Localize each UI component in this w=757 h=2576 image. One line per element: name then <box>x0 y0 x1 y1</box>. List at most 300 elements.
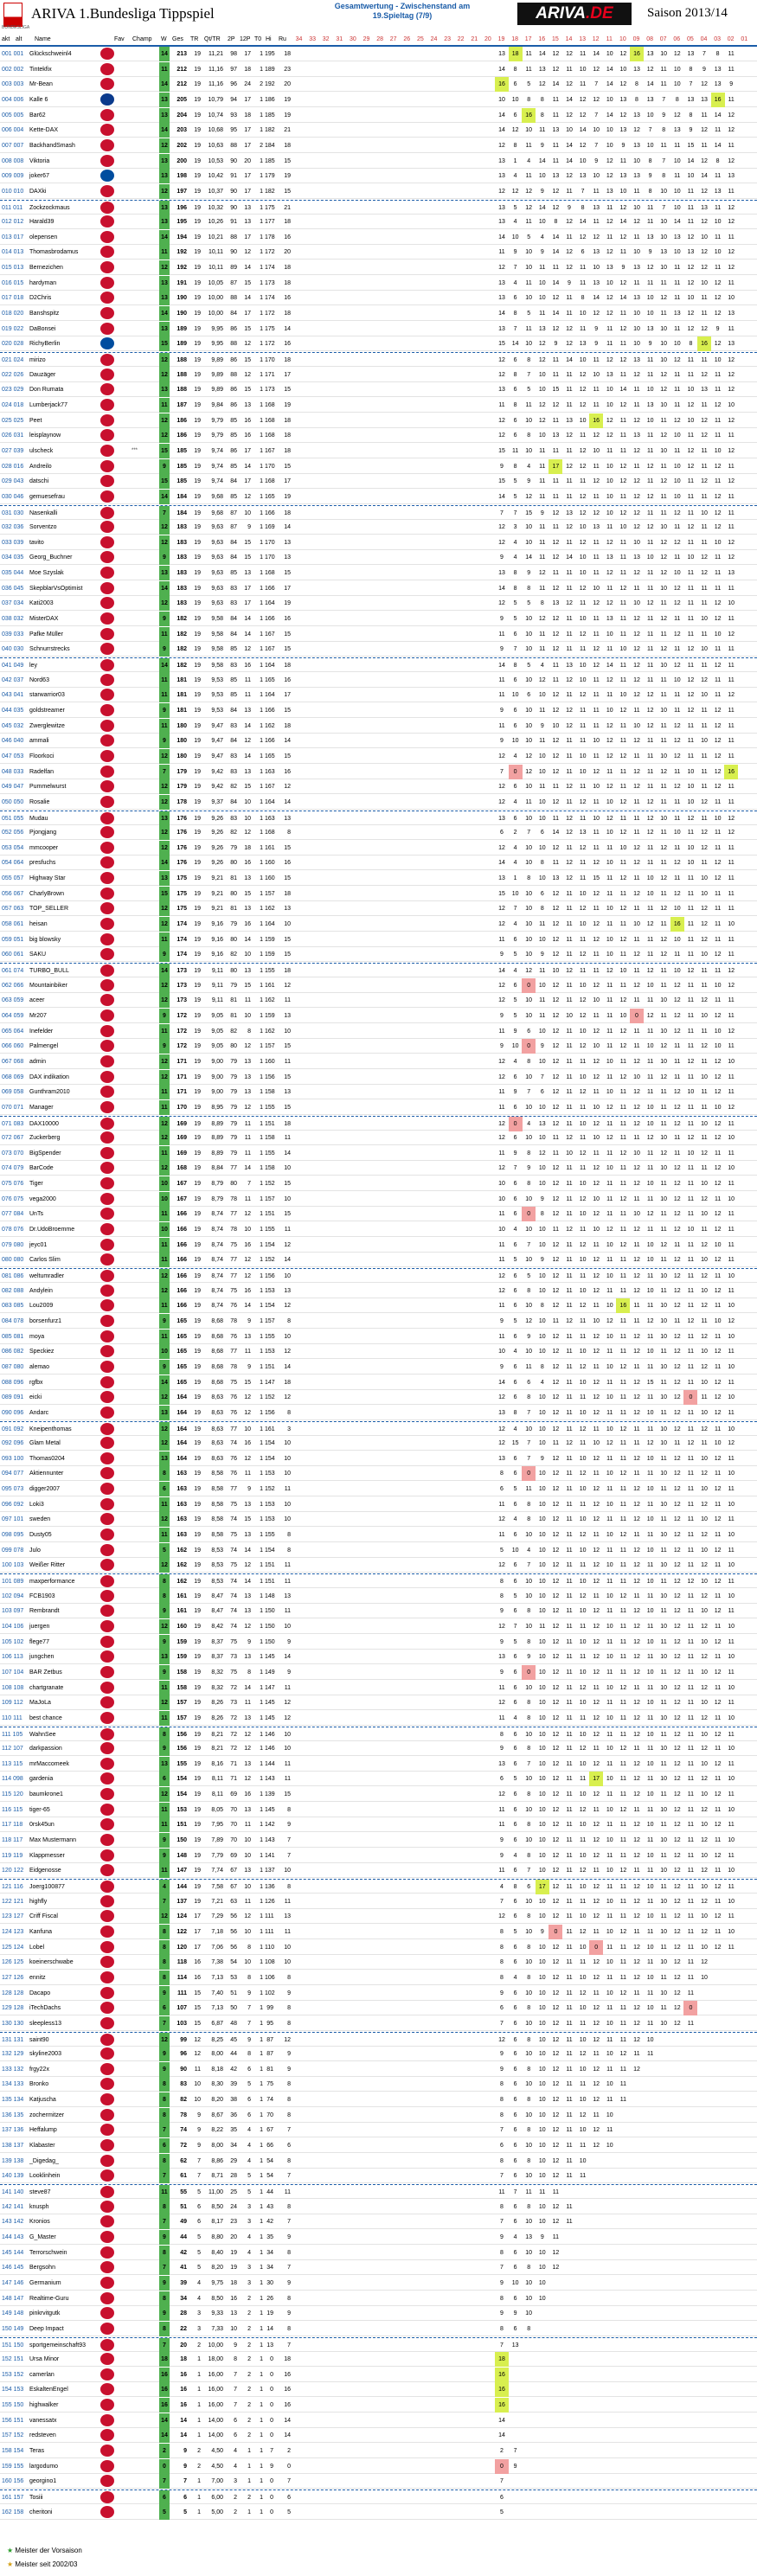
matchday-value: 11 <box>562 398 576 413</box>
recent-points: 18 <box>275 413 291 428</box>
matchday-value: 10 <box>616 841 630 855</box>
matchday-value: 6 <box>509 1360 523 1375</box>
table-row[interactable] <box>0 703 757 718</box>
matchday-points: 12 <box>159 1070 170 1085</box>
matchday-value: 14 <box>549 245 562 260</box>
table-row[interactable] <box>0 1238 757 1253</box>
table-row[interactable] <box>0 1253 757 1267</box>
recent-points: 11 <box>275 1604 291 1618</box>
matchday-value: 11 <box>724 703 738 718</box>
table-row[interactable] <box>0 200 757 215</box>
matchday-points: 13 <box>159 322 170 336</box>
matchday-value: 10 <box>536 1574 549 1589</box>
table-row[interactable] <box>0 1558 757 1573</box>
table-row[interactable] <box>0 1390 757 1405</box>
high-value: 170 <box>265 353 273 368</box>
player-name: vega2000 <box>29 1192 99 1207</box>
matchday-value: 13 <box>549 428 562 443</box>
player-name: RichyBerlin <box>29 336 99 351</box>
two-point-hits: 75 <box>225 1284 237 1298</box>
matchday-value: 10 <box>697 1070 711 1085</box>
table-row[interactable] <box>0 1528 757 1542</box>
table-row[interactable] <box>0 688 757 702</box>
table-row[interactable] <box>0 260 757 275</box>
recent-points: 21 <box>275 123 291 138</box>
matchday-value: 10 <box>697 871 711 886</box>
matchday-value: 11 <box>657 276 670 291</box>
favorite-club-icon <box>100 1605 114 1617</box>
matchday-value: 12 <box>616 795 630 810</box>
table-row[interactable] <box>0 62 757 77</box>
table-row[interactable] <box>0 1406 757 1420</box>
matchday-value: 6 <box>536 1085 549 1099</box>
table-row[interactable] <box>0 382 757 397</box>
table-row[interactable] <box>0 1512 757 1527</box>
table-row[interactable] <box>0 1192 757 1207</box>
recent-points: 10 <box>275 1330 291 1344</box>
table-row[interactable] <box>0 169 757 183</box>
matchday-value: 11 <box>630 993 644 1008</box>
favorite-club-icon <box>100 1285 114 1297</box>
two-point-hits: 84 <box>225 627 237 642</box>
matchday-value: 10 <box>724 1558 738 1573</box>
favorite-club-icon <box>100 1544 114 1556</box>
table-row[interactable] <box>0 657 757 672</box>
table-row[interactable] <box>0 1298 757 1313</box>
table-row[interactable] <box>0 1268 757 1283</box>
matchday-value: 12 <box>683 444 697 458</box>
high-value: 165 <box>265 490 273 504</box>
tip-rounds: 19 <box>189 795 201 810</box>
matchday-value: 6 <box>509 291 523 305</box>
twelve-point-hits: 10 <box>239 811 251 826</box>
matchday-value: 11 <box>644 1466 658 1481</box>
table-row[interactable] <box>0 1497 757 1512</box>
table-row[interactable] <box>0 642 757 657</box>
points-per-round: 10,42 <box>202 169 223 183</box>
matchday-value: 11 <box>670 276 684 291</box>
matchday-value: 12 <box>616 474 630 489</box>
table-row[interactable] <box>0 1482 757 1496</box>
table-row[interactable] <box>0 1009 757 1023</box>
recent-points: 19 <box>275 169 291 183</box>
table-row[interactable] <box>0 336 757 351</box>
matchday-value: 12 <box>630 1604 644 1618</box>
matchday-value: 12 <box>711 1253 725 1267</box>
table-row[interactable] <box>0 1330 757 1344</box>
rank-cell: 089 091 <box>2 1390 28 1405</box>
recent-points: 14 <box>275 1146 291 1161</box>
table-row[interactable] <box>0 1543 757 1558</box>
total-points: 183 <box>171 550 187 565</box>
player-name: ammali <box>29 734 99 748</box>
table-row[interactable] <box>0 138 757 153</box>
matchday-value: 10 <box>630 201 644 215</box>
high-value: 185 <box>265 108 273 123</box>
matchday-points: 13 <box>159 811 170 826</box>
matchday-value: 12 <box>711 1482 725 1496</box>
matchday-value: 12 <box>670 1253 684 1267</box>
rank-cell: 043 041 <box>2 688 28 702</box>
matchday-points: 14 <box>159 1375 170 1390</box>
zero-rounds: 1 <box>253 1482 263 1496</box>
table-row[interactable] <box>0 627 757 642</box>
matchday-value: 11 <box>724 47 738 61</box>
table-row[interactable] <box>0 215 757 229</box>
table-row[interactable] <box>0 779 757 794</box>
table-row[interactable] <box>0 1070 757 1085</box>
player-name: Tintekfix <box>29 62 99 77</box>
matchday-value: 13 <box>603 368 617 382</box>
matchday-value: 12 <box>522 964 536 978</box>
table-row[interactable] <box>0 1436 757 1451</box>
two-point-hits: 90 <box>225 184 237 199</box>
matchday-value: 10 <box>711 1314 725 1329</box>
matchday-value: 11 <box>670 841 684 855</box>
zero-rounds: 1 <box>253 917 263 932</box>
table-row[interactable] <box>0 581 757 596</box>
tip-rounds: 19 <box>189 855 201 870</box>
table-row[interactable] <box>0 47 757 61</box>
table-row[interactable] <box>0 1054 757 1069</box>
rank-cell: 067 068 <box>2 1054 28 1069</box>
points-per-round: 10,11 <box>202 245 223 260</box>
ariva-brand-logo[interactable] <box>517 3 632 25</box>
matchday-value: 12 <box>630 1176 644 1191</box>
table-row[interactable] <box>0 154 757 169</box>
matchday-value: 12 <box>549 1466 562 1481</box>
points-per-round: 9,58 <box>202 658 223 673</box>
table-row[interactable] <box>0 352 757 367</box>
table-row[interactable] <box>0 932 757 947</box>
table-row[interactable] <box>0 978 757 993</box>
favorite-club-icon <box>100 521 114 533</box>
tip-rounds: 19 <box>189 201 201 215</box>
favorite-club-icon <box>100 231 114 243</box>
matchday-value: 11 <box>522 138 536 153</box>
table-row[interactable] <box>0 1360 757 1375</box>
matchday-value: 10 <box>603 93 617 107</box>
matchday-value: 12 <box>576 1238 590 1253</box>
matchday-value: 10 <box>509 93 523 107</box>
matchday-value: 11 <box>576 1222 590 1237</box>
matchday-value: 13 <box>495 871 509 886</box>
matchday-value: 12 <box>589 1390 603 1405</box>
matchday-value: 15 <box>549 382 562 397</box>
matchday-value: 11 <box>644 1589 658 1604</box>
table-row[interactable] <box>0 1116 757 1131</box>
matchday-value: 10 <box>616 62 630 77</box>
matchday-value: 11 <box>711 901 725 916</box>
matchday-value: 11 <box>697 703 711 718</box>
matchday-value: 6 <box>509 627 523 642</box>
matchday-value: 12 <box>616 1589 630 1604</box>
matchday-value: 11 <box>711 413 725 428</box>
table-row[interactable] <box>0 459 757 474</box>
matchday-value: 11 <box>683 1192 697 1207</box>
favorite-club-icon <box>100 1513 114 1525</box>
table-row[interactable] <box>0 917 757 932</box>
matchday-value: 8 <box>495 1466 509 1481</box>
table-row[interactable] <box>0 1573 757 1588</box>
table-row[interactable] <box>0 1375 757 1390</box>
recent-points: 12 <box>275 1344 291 1359</box>
table-row[interactable] <box>0 1161 757 1176</box>
points-per-round: 11,16 <box>202 77 223 92</box>
matchday-value: 12 <box>711 291 725 305</box>
table-row[interactable] <box>0 368 757 382</box>
matchday-value: 11 <box>562 1482 576 1496</box>
tip-rounds: 19 <box>189 1406 201 1420</box>
table-row[interactable] <box>0 77 757 92</box>
twelve-point-hits: 17 <box>239 581 251 596</box>
player-name: Dusty05 <box>29 1528 99 1542</box>
table-row[interactable] <box>0 1284 757 1298</box>
favorite-club-icon <box>100 1423 114 1435</box>
points-per-round: 9,53 <box>202 688 223 702</box>
matchday-points: 12 <box>159 1117 170 1131</box>
points-per-round: 8,89 <box>202 1117 223 1131</box>
table-row[interactable] <box>0 505 757 520</box>
matchday-value: 11 <box>644 1497 658 1512</box>
matchday-value: 10 <box>536 932 549 947</box>
favorite-club-icon <box>100 337 114 349</box>
points-per-round: 9,26 <box>202 841 223 855</box>
matchday-value: 11 <box>562 932 576 947</box>
table-row[interactable] <box>0 734 757 748</box>
matchday-value: 11 <box>562 1451 576 1466</box>
rank-cell: 056 067 <box>2 887 28 901</box>
table-row[interactable] <box>0 1100 757 1115</box>
table-row[interactable] <box>0 855 757 870</box>
table-row[interactable] <box>0 413 757 428</box>
matchday-value: 11 <box>603 1253 617 1267</box>
matchday-value: 11 <box>644 474 658 489</box>
matchday-points: 13 <box>159 201 170 215</box>
table-row[interactable] <box>0 123 757 138</box>
matchday-value: 12 <box>549 1451 562 1466</box>
table-row[interactable] <box>0 1314 757 1329</box>
zero-rounds: 1 <box>253 1207 263 1221</box>
matchday-points: 12 <box>159 1054 170 1069</box>
twelve-point-hits: 12 <box>239 1100 251 1115</box>
zero-rounds: 1 <box>253 1330 263 1344</box>
table-row[interactable] <box>0 947 757 962</box>
table-row[interactable] <box>0 1146 757 1161</box>
table-row[interactable] <box>0 811 757 825</box>
matchday-value: 8 <box>522 871 536 886</box>
col-12p: 12P <box>240 35 250 45</box>
matchday-value: 11 <box>630 1238 644 1253</box>
matchday-value: 14 <box>576 123 590 138</box>
points-per-round: 8,68 <box>202 1330 223 1344</box>
table-row[interactable] <box>0 1344 757 1359</box>
table-row[interactable] <box>0 719 757 734</box>
matchday-value: 8 <box>509 1406 523 1420</box>
matchday-value: 11 <box>603 1207 617 1221</box>
table-row[interactable] <box>0 535 757 550</box>
table-row[interactable] <box>0 1085 757 1099</box>
table-row[interactable] <box>0 901 757 916</box>
matchday-value: 12 <box>576 459 590 474</box>
table-row[interactable] <box>0 1207 757 1221</box>
matchday-value: 12 <box>711 1543 725 1558</box>
matchday-value: 12 <box>562 459 576 474</box>
tip-rounds: 19 <box>189 1085 201 1099</box>
table-row[interactable] <box>0 322 757 336</box>
table-row[interactable] <box>0 963 757 977</box>
table-row[interactable] <box>0 765 757 779</box>
table-row[interactable] <box>0 825 757 840</box>
table-row[interactable] <box>0 841 757 855</box>
table-row[interactable] <box>0 1039 757 1054</box>
table-row[interactable] <box>0 1176 757 1191</box>
points-per-round: 9,74 <box>202 474 223 489</box>
table-row[interactable] <box>0 673 757 688</box>
high-value: 170 <box>265 550 273 565</box>
favorite-club-icon <box>100 490 114 503</box>
total-points: 213 <box>171 47 187 61</box>
matchday-value: 11 <box>683 1344 697 1359</box>
table-row[interactable] <box>0 612 757 626</box>
table-row[interactable] <box>0 749 757 764</box>
table-row[interactable] <box>0 444 757 458</box>
matchday-header: 19 <box>495 35 508 45</box>
table-row[interactable] <box>0 887 757 901</box>
matchday-value: 12 <box>697 1558 711 1573</box>
matchday-value: 12 <box>657 1238 670 1253</box>
player-name: Bernezichen <box>29 260 99 275</box>
table-row[interactable] <box>0 550 757 565</box>
table-row[interactable] <box>0 1604 757 1618</box>
tip-rounds: 19 <box>189 993 201 1008</box>
matchday-value: 10 <box>536 169 549 183</box>
matchday-value: 9 <box>495 1009 509 1023</box>
matchday-value: 11 <box>495 1253 509 1267</box>
table-row[interactable] <box>0 184 757 199</box>
matchday-value: 6 <box>495 1482 509 1496</box>
matchday-value: 13 <box>683 245 697 260</box>
total-points: 166 <box>171 1207 187 1221</box>
table-row[interactable] <box>0 566 757 580</box>
tip-rounds: 19 <box>189 123 201 138</box>
table-row[interactable] <box>0 1589 757 1604</box>
matchday-value: 12 <box>670 1375 684 1390</box>
favorite-club-icon <box>100 48 114 60</box>
table-row[interactable] <box>0 291 757 305</box>
matchday-value: 12 <box>670 719 684 734</box>
table-row[interactable] <box>0 490 757 504</box>
matchday-value: 11 <box>616 1497 630 1512</box>
table-row[interactable] <box>0 306 757 321</box>
rank-cell: 069 058 <box>2 1085 28 1099</box>
player-name: Bar62 <box>29 108 99 123</box>
twelve-point-hits: 16 <box>239 413 251 428</box>
table-row[interactable] <box>0 230 757 245</box>
matchday-points: 12 <box>159 749 170 764</box>
matchday-value: 11 <box>657 1207 670 1221</box>
table-row[interactable] <box>0 871 757 886</box>
recent-points: 15 <box>275 459 291 474</box>
matchday-value: 7 <box>522 368 536 382</box>
table-row[interactable] <box>0 1131 757 1145</box>
matchday-value: 10 <box>536 276 549 291</box>
tip-rounds: 19 <box>189 1176 201 1191</box>
recent-points: 10 <box>275 1497 291 1512</box>
twelve-point-hits: 17 <box>239 123 251 138</box>
matchday-points: 12 <box>159 1422 170 1437</box>
table-row[interactable] <box>0 596 757 611</box>
rank-cell: 024 018 <box>2 398 28 413</box>
table-row[interactable] <box>0 276 757 291</box>
table-row[interactable] <box>0 398 757 413</box>
matchday-value: 8 <box>536 1207 549 1221</box>
player-name: rgfbx <box>29 1375 99 1390</box>
favorite-club-icon <box>100 582 114 594</box>
table-row[interactable] <box>0 1466 757 1481</box>
matchday-value: 12 <box>549 887 562 901</box>
favorite-club-icon <box>100 918 114 930</box>
matchday-value: 12 <box>670 779 684 794</box>
table-row[interactable] <box>0 108 757 123</box>
rank-cell: 061 074 <box>2 964 28 978</box>
matchday-value: 11 <box>697 581 711 596</box>
matchday-value: 10 <box>522 887 536 901</box>
table-row[interactable] <box>0 1222 757 1237</box>
matchday-value: 11 <box>562 1558 576 1573</box>
tip-rounds: 19 <box>189 1314 201 1329</box>
matchday-value: 12 <box>549 1344 562 1359</box>
matchday-points: 9 <box>159 734 170 748</box>
zero-rounds: 1 <box>253 1451 263 1466</box>
rank-cell: 086 082 <box>2 1344 28 1359</box>
page-header <box>0 0 757 35</box>
table-row[interactable] <box>0 520 757 535</box>
table-row[interactable] <box>0 1024 757 1039</box>
matchday-value: 10 <box>711 535 725 550</box>
two-point-hits: 83 <box>225 811 237 826</box>
rank-cell: 065 064 <box>2 1024 28 1039</box>
matchday-value: 12 <box>697 1298 711 1313</box>
table-row[interactable] <box>0 474 757 489</box>
matchday-value: 13 <box>495 322 509 336</box>
table-row[interactable] <box>0 245 757 260</box>
matchday-points: 12 <box>159 1558 170 1573</box>
tip-rounds: 19 <box>189 901 201 916</box>
favorite-club-icon <box>100 414 114 426</box>
matchday-points: 12 <box>159 1436 170 1451</box>
favorite-club-icon <box>100 354 114 366</box>
tip-rounds: 19 <box>189 1298 201 1313</box>
matchday-value: 10 <box>697 947 711 962</box>
matchday-value: 12 <box>589 1024 603 1039</box>
table-row[interactable] <box>0 1451 757 1466</box>
player-name: Banshspitz <box>29 306 99 321</box>
matchday-value: 12 <box>670 1422 684 1437</box>
matchday-value: 12 <box>589 1284 603 1298</box>
matchday-value: 4 <box>509 1222 523 1237</box>
tip-rounds: 19 <box>189 947 201 962</box>
table-row[interactable] <box>0 93 757 107</box>
matchday-value: 11 <box>697 978 711 993</box>
table-row[interactable] <box>0 795 757 810</box>
matchday-value: 10 <box>697 1482 711 1496</box>
table-row[interactable] <box>0 428 757 443</box>
table-row[interactable] <box>0 993 757 1008</box>
table-row[interactable] <box>0 1421 757 1436</box>
zero-rounds: 1 <box>253 1390 263 1405</box>
high-value: 161 <box>265 1422 273 1437</box>
